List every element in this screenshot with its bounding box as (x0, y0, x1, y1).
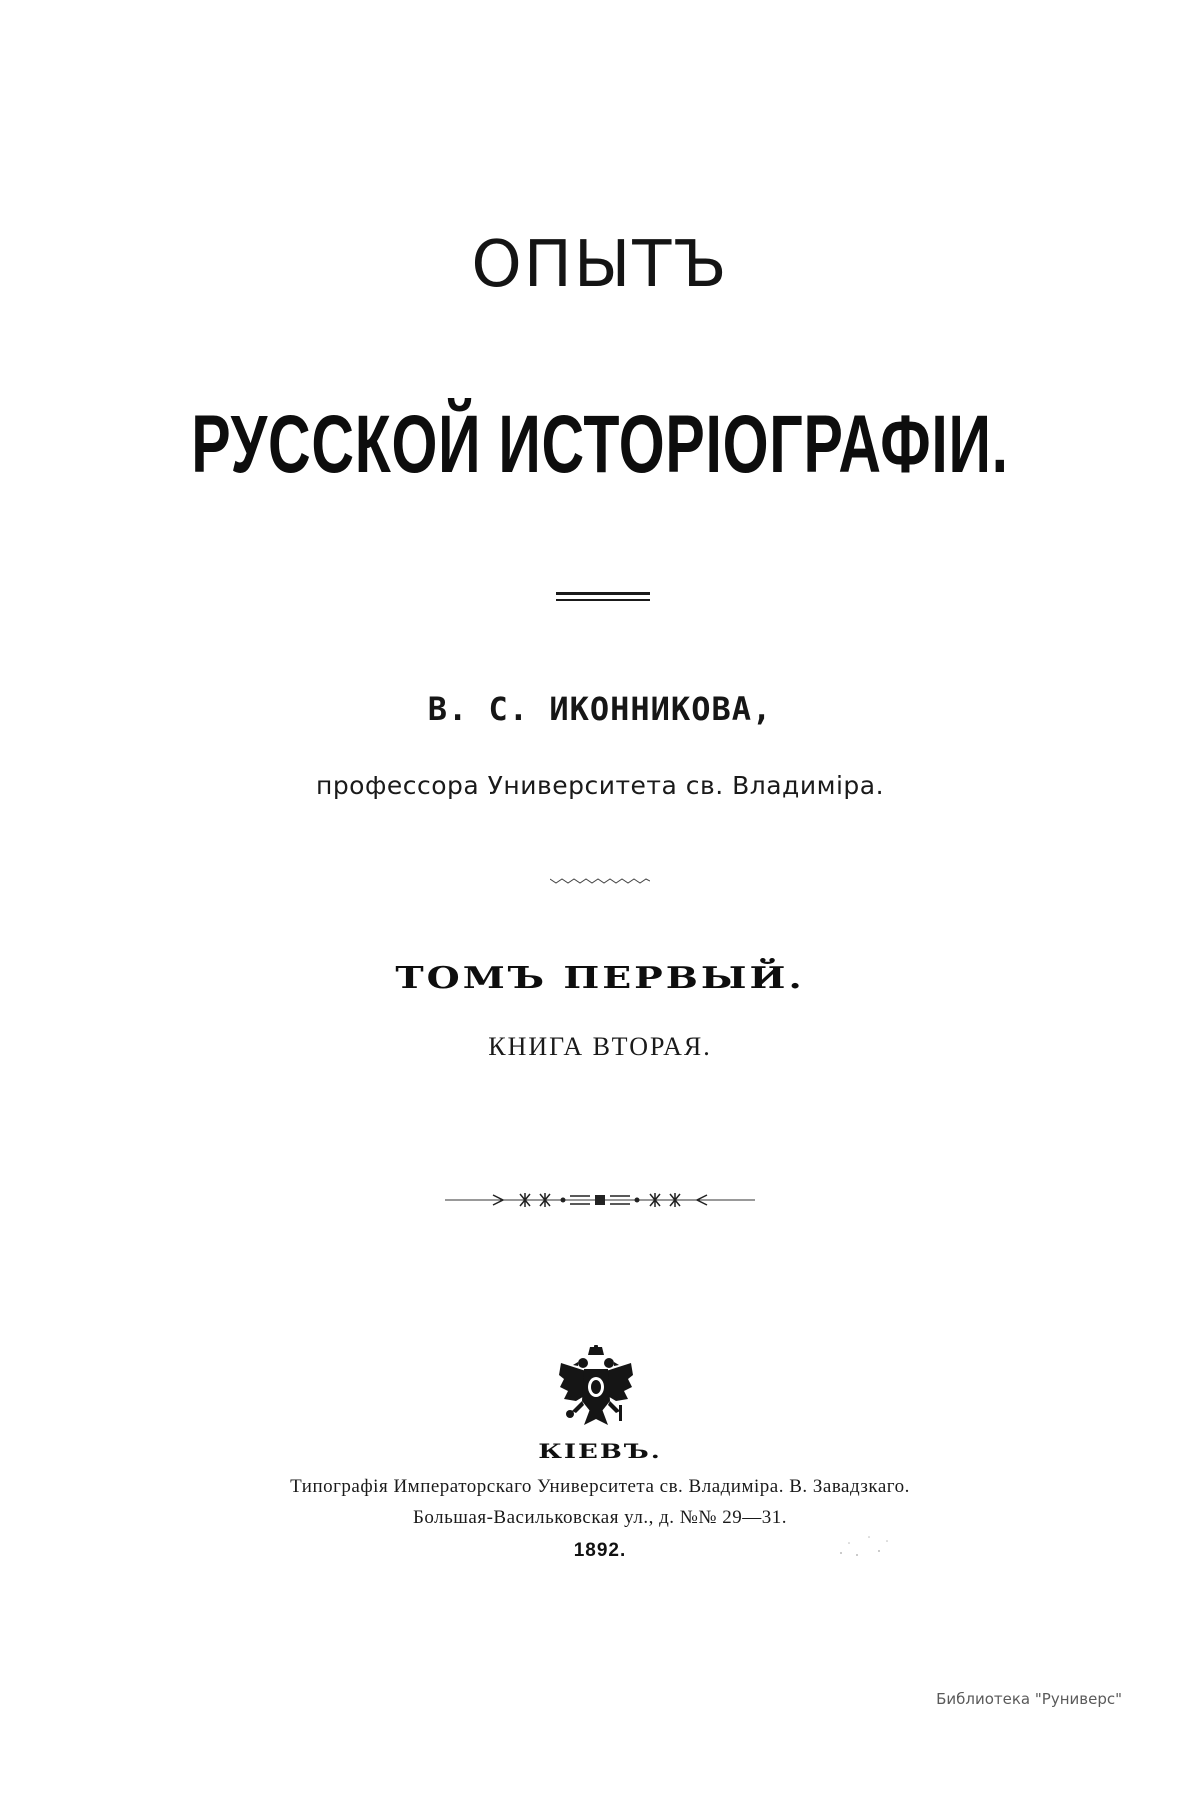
book-number: КНИГА ВТОРАЯ. (488, 1032, 712, 1061)
squiggle-divider (550, 875, 650, 887)
author-position: профессора Университета св. Владиміра. (315, 771, 885, 800)
title-line-1: ОПЫТЪ (471, 228, 729, 302)
imprint-city: КІЕВЪ. (538, 1440, 662, 1464)
publication-year: 1892. (573, 1540, 627, 1561)
volume-heading: ТОМЪ ПЕРВЫЙ. (395, 959, 805, 996)
double-headed-eagle-icon (556, 1345, 636, 1437)
imprint-printer: Типографія Императорскаго Университета св. Владиміра. В. Завадзкаго. (290, 1476, 910, 1497)
library-watermark: Библиотека "Руниверс" (936, 1690, 1122, 1708)
double-rule-divider (556, 592, 650, 605)
imprint-address: Большая-Васильковская ул., д. №№ 29—31. (412, 1507, 788, 1528)
paper-specks (835, 1525, 895, 1565)
author-name: В. С. ИКОННИКОВА, (427, 690, 773, 728)
title-line-2: РУССКОЙ ИСТОРІОГРАФІИ. (191, 399, 1009, 490)
ornament-divider (445, 1190, 755, 1210)
